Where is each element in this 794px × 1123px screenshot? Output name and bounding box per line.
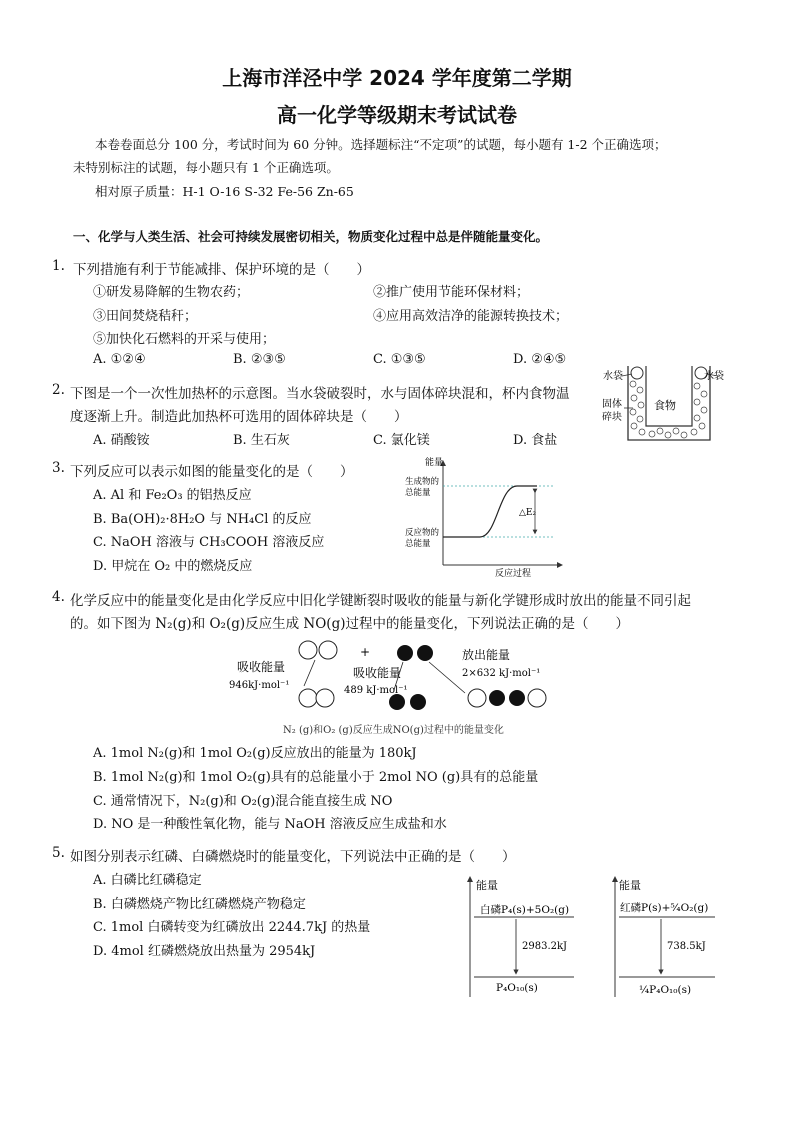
q5-fig2-value: 738.5kJ [667,941,706,952]
q1-item: ②推广使用节能环保材料； [373,285,530,300]
reactant-energy-label-1: 反应物的 [405,528,440,538]
q5-fig1-value: 2983.2kJ [522,941,568,952]
q3-option-a[interactable]: A. Al 和 Fe₂O₃ 的铝热反应 [93,488,252,503]
q4-option-d[interactable]: D. NO 是一种酸性氧化物，能与 NaOH 溶液反应生成盐和水 [93,817,447,832]
q2-number: 2. [52,382,65,398]
absorb-label-1: 吸收能量 [237,660,286,674]
q5-fig2-bottom-label: ¼P₄O₁₀(s) [639,984,692,996]
q1-item: ③田间焚烧秸秆； [93,309,198,324]
q3-option-c[interactable]: C. NaOH 溶液与 CH₃COOH 溶液反应 [93,535,325,550]
q3-option-b[interactable]: B. Ba(OH)₂·8H₂O 与 NH₄Cl 的反应 [93,512,312,527]
section-heading: 一、化学与人类生活、社会可持续发展密切相关，物质变化过程中总是伴随能量变化。 [73,229,549,244]
absorb-value-1: 946kJ·mol⁻¹ [229,680,290,691]
water-bag-right-label: 水袋 [704,371,724,382]
q3-energy-diagram [395,455,570,577]
q2-option-a[interactable]: A. 硝酸铵 [93,433,150,448]
exam-subtitle: 高一化学等级期末考试试卷 [277,103,517,127]
q5-option-a[interactable]: A. 白磷比红磷稳定 [93,873,202,888]
q1-option-a[interactable]: A. ①②④ [93,352,146,367]
q1-item: ①研发易降解的生物农药； [93,285,250,300]
q4-stem-line1: 化学反应中的能量变化是由化学反应中旧化学键断裂时吸收的能量与新化学键形成时放出的能量不同引起 [70,593,691,609]
q5-option-d[interactable]: D. 4mol 红磷燃烧放出热量为 2954kJ [93,944,316,959]
release-value: 2×632 kJ·mol⁻¹ [462,668,541,679]
atomic-masses: 相对原子质量：H-1 O-16 S-32 Fe-56 Zn-65 [95,184,354,199]
product-energy-label-1: 生成物的 [405,477,440,487]
exam-title: 上海市洋泾中学 2024 学年度第二学期 [222,66,572,90]
food-label: 食物 [654,399,676,412]
x-axis-label: 反应过程 [495,569,532,577]
absorb-value-2: 489 kJ·mol⁻¹ [344,685,408,696]
release-label: 放出能量 [462,648,511,662]
q5-fig1-y-label: 能量 [476,879,498,892]
heating-cup-figure [600,360,730,448]
water-bag-left-label: 水袋 [603,371,623,382]
q5-fig2-y-label: 能量 [619,879,641,892]
q1-item: ⑤加快化石燃料的开采与使用； [93,332,276,347]
reactant-energy-label-2: 总能量 [405,539,431,549]
q4-stem-line2: 的。如下图为 N₂(g)和 O₂(g)反应生成 NO(g)过程中的能量变化，下列说法正确的是（ ） [70,616,629,632]
q3-option-d[interactable]: D. 甲烷在 O₂ 中的燃烧反应 [93,559,253,574]
q2-option-c[interactable]: C. 氯化镁 [373,433,430,448]
y-axis-label: 能量 [425,458,444,468]
q5-option-c[interactable]: C. 1mol 白磷转变为红磷放出 2244.7kJ 的热量 [93,920,371,935]
q1-number: 1. [52,258,65,274]
q1-stem: 下列措施有利于节能减排、保护环境的是（ ） [73,262,370,278]
figure-caption: N₂ (g)和O₂ (g)反应生成NO(g)过程中的能量变化 [283,725,504,736]
intro-line2: 未特别标注的试题，每小题只有 1 个正确选项。 [73,160,339,175]
q4-number: 4. [52,589,65,605]
q3-stem: 下列反应可以表示如图的能量变化的是（ ） [70,464,354,480]
q2-option-d[interactable]: D. 食盐 [513,433,558,448]
red-phosphorus-diagram [607,873,727,1001]
delta-e-label: △E₂ [519,508,537,518]
q1-option-d[interactable]: D. ②④⑤ [513,352,567,367]
q5-fig1-top-label: 白磷P₄(s)+5O₂(g) [480,904,570,916]
q3-number: 3. [52,460,65,476]
q4-option-a[interactable]: A. 1mol N₂(g)和 1mol O₂(g)反应放出的能量为 180kJ [93,746,417,761]
q4-option-c[interactable]: C. 通常情况下，N₂(g)和 O₂(g)混合能直接生成 NO [93,794,393,809]
product-energy-label-2: 总能量 [405,488,431,498]
q2-stem-line2: 度逐渐上升。制造此加热杯可选用的固体碎块是（ ） [70,409,408,425]
q4-option-b[interactable]: B. 1mol N₂(g)和 1mol O₂(g)具有的总能量小于 2mol NO (g)具有的总能量 [93,770,539,785]
q5-number: 5. [52,845,65,861]
white-phosphorus-diagram [462,873,582,1001]
solid-label-2: 碎块 [602,412,622,423]
solid-label-1: 固体 [602,399,622,410]
q1-option-b[interactable]: B. ②③⑤ [233,352,286,367]
bond-energy-figure [225,638,565,738]
plus-sign: + [360,645,371,659]
q2-stem-line1: 下图是一个一次性加热杯的示意图。当水袋破裂时，水与固体碎块混和，杯内食物温 [70,386,570,402]
q2-option-b[interactable]: B. 生石灰 [233,433,290,448]
absorb-label-2: 吸收能量 [353,666,402,680]
q5-option-b[interactable]: B. 白磷燃烧产物比红磷燃烧产物稳定 [93,897,306,912]
q5-fig2-top-label: 红磷P(s)+⁵⁄₄O₂(g) [620,902,709,914]
q5-stem: 如图分别表示红磷、白磷燃烧时的能量变化，下列说法中正确的是（ ） [70,849,516,865]
intro-line1: 本卷卷面总分 100 分，考试时间为 60 分钟。选择题标注“不定项”的试题，每小题有 1-2 个正确选项； [95,137,667,152]
q1-item: ④应用高效洁净的能源转换技术； [373,309,569,324]
q1-option-c[interactable]: C. ①③⑤ [373,352,426,367]
q5-fig1-bottom-label: P₄O₁₀(s) [496,982,538,994]
